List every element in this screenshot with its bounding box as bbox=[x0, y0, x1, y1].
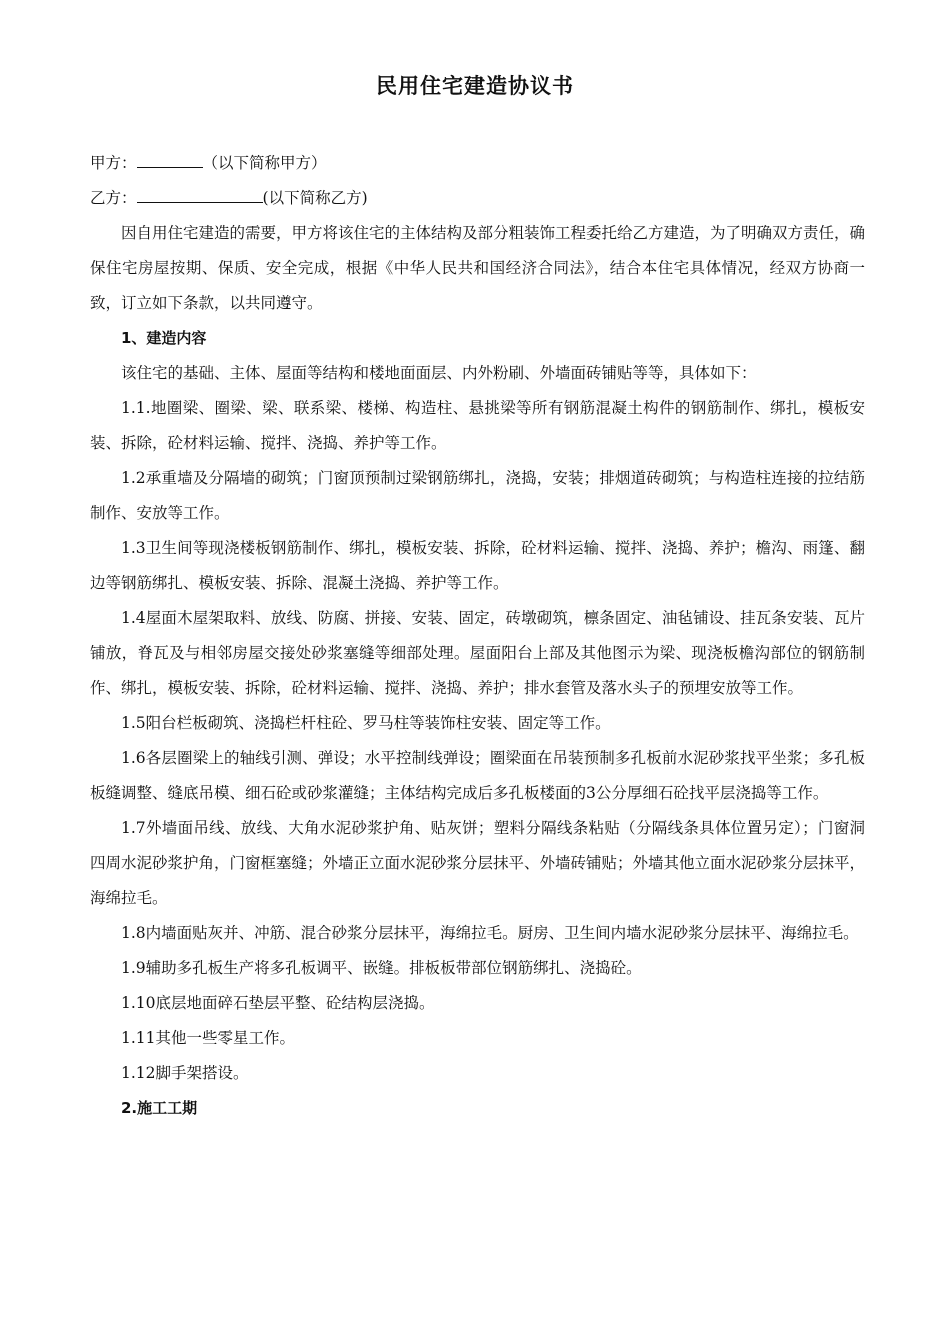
party-b-label: 乙方： bbox=[90, 189, 137, 207]
party-a-blank bbox=[137, 152, 203, 168]
item-1-11: 1.11其他一些零星工作。 bbox=[121, 1029, 296, 1047]
item-1-7: 1.7外墙面吊线、放线、大角水泥砂浆护角、贴灰饼；塑料分隔线条粘贴（分隔线条具体位置另定）；门窗洞四周水泥砂浆护角，门窗框塞缝；外墙正立面水泥砂浆分层抹平、外墙砖铺贴；外墙其他立面水泥砂浆分层抹平，海绵拉毛。 bbox=[90, 819, 866, 907]
party-a-line bbox=[90, 146, 865, 181]
section-1-heading: 1、建造内容 bbox=[121, 329, 207, 347]
item-1-4: 1.4屋面木屋架取料、放线、防腐、拼接、安装、固定，砖墩砌筑，檩条固定、油毡铺设、挂瓦条安装、瓦片铺放，脊瓦及与相邻房屋交接处砂浆塞缝等细部处理。屋面阳台上部及其他图示为梁、现浇板檐沟部位的钢筋制作、绑扎，模板安装、拆除，砼材料运输、搅拌、浇捣、养护；排水套管及落水头子的预埋安放等工作。 bbox=[90, 609, 865, 697]
section-1-intro: 该住宅的基础、主体、屋面等结构和楼地面面层、内外粉刷、外墙面砖铺贴等等，具体如下： bbox=[121, 364, 757, 382]
item-1-10: 1.10底层地面碎石垫层平整、砼结构层浇捣。 bbox=[121, 994, 435, 1012]
item-1-9: 1.9辅助多孔板生产将多孔板调平、嵌缝。排板板带部位钢筋绑扎、浇捣砼。 bbox=[121, 959, 642, 977]
item-1-3: 1.3卫生间等现浇楼板钢筋制作、绑扎，模板安装、拆除，砼材料运输、搅拌、浇捣、养护；檐沟、雨篷、翻边等钢筋绑扎、模板安装、拆除、混凝土浇捣、养护等工作。 bbox=[90, 539, 865, 592]
intro-paragraph: 因自用住宅建造的需要，甲方将该住宅的主体结构及部分粗装饰工程委托给乙方建造，为了明确双方责任，确保住宅房屋按期、保质、安全完成，根据《中华人民共和国经济合同法》，结合本住宅具体情况，经双方协商一致，订立如下条款，以共同遵守。 bbox=[90, 224, 866, 312]
item-1-2: 1.2承重墙及分隔墙的砌筑；门窗顶预制过梁钢筋绑扎，浇捣，安装；排烟道砖砌筑；与构造柱连接的拉结筋制作、安放等工作。 bbox=[90, 469, 865, 522]
item-1-1: 1.1.地圈梁、圈梁、梁、联系梁、楼梯、构造柱、悬挑梁等所有钢筋混凝土构件的钢筋制作、绑扎，模板安装、拆除，砼材料运输、搅拌、浇捣、养护等工作。 bbox=[90, 399, 865, 452]
item-1-8: 1.8内墙面贴灰并、冲筋、混合砂浆分层抹平，海绵拉毛。厨房、卫生间内墙水泥砂浆分层抹平、海绵拉毛。 bbox=[121, 924, 859, 942]
party-b-line bbox=[90, 181, 865, 216]
item-1-6: 1.6各层圈梁上的轴线引测、弹设；水平控制线弹设；圈梁面在吊装预制多孔板前水泥砂浆找平坐浆；多孔板板缝调整、缝底吊模、细石砼或砂浆灌缝；主体结构完成后多孔板楼面的3公分厚细石砼找平层浇捣等工作。 bbox=[90, 749, 865, 802]
section-2-heading: 2.施工工期 bbox=[121, 1099, 198, 1117]
document-title: 民用住宅建造协议书 bbox=[376, 74, 574, 98]
item-1-5: 1.5阳台栏板砌筑、浇捣栏杆柱砼、罗马柱等装饰柱安装、固定等工作。 bbox=[121, 714, 611, 732]
party-b-suffix: (以下简称乙方) bbox=[262, 189, 368, 207]
party-a-label: 甲方： bbox=[90, 154, 137, 172]
party-b-blank bbox=[137, 187, 263, 203]
document-body bbox=[90, 146, 865, 1126]
party-a-suffix: （以下简称甲方） bbox=[202, 154, 327, 172]
item-1-12: 1.12脚手架搭设。 bbox=[121, 1064, 249, 1082]
